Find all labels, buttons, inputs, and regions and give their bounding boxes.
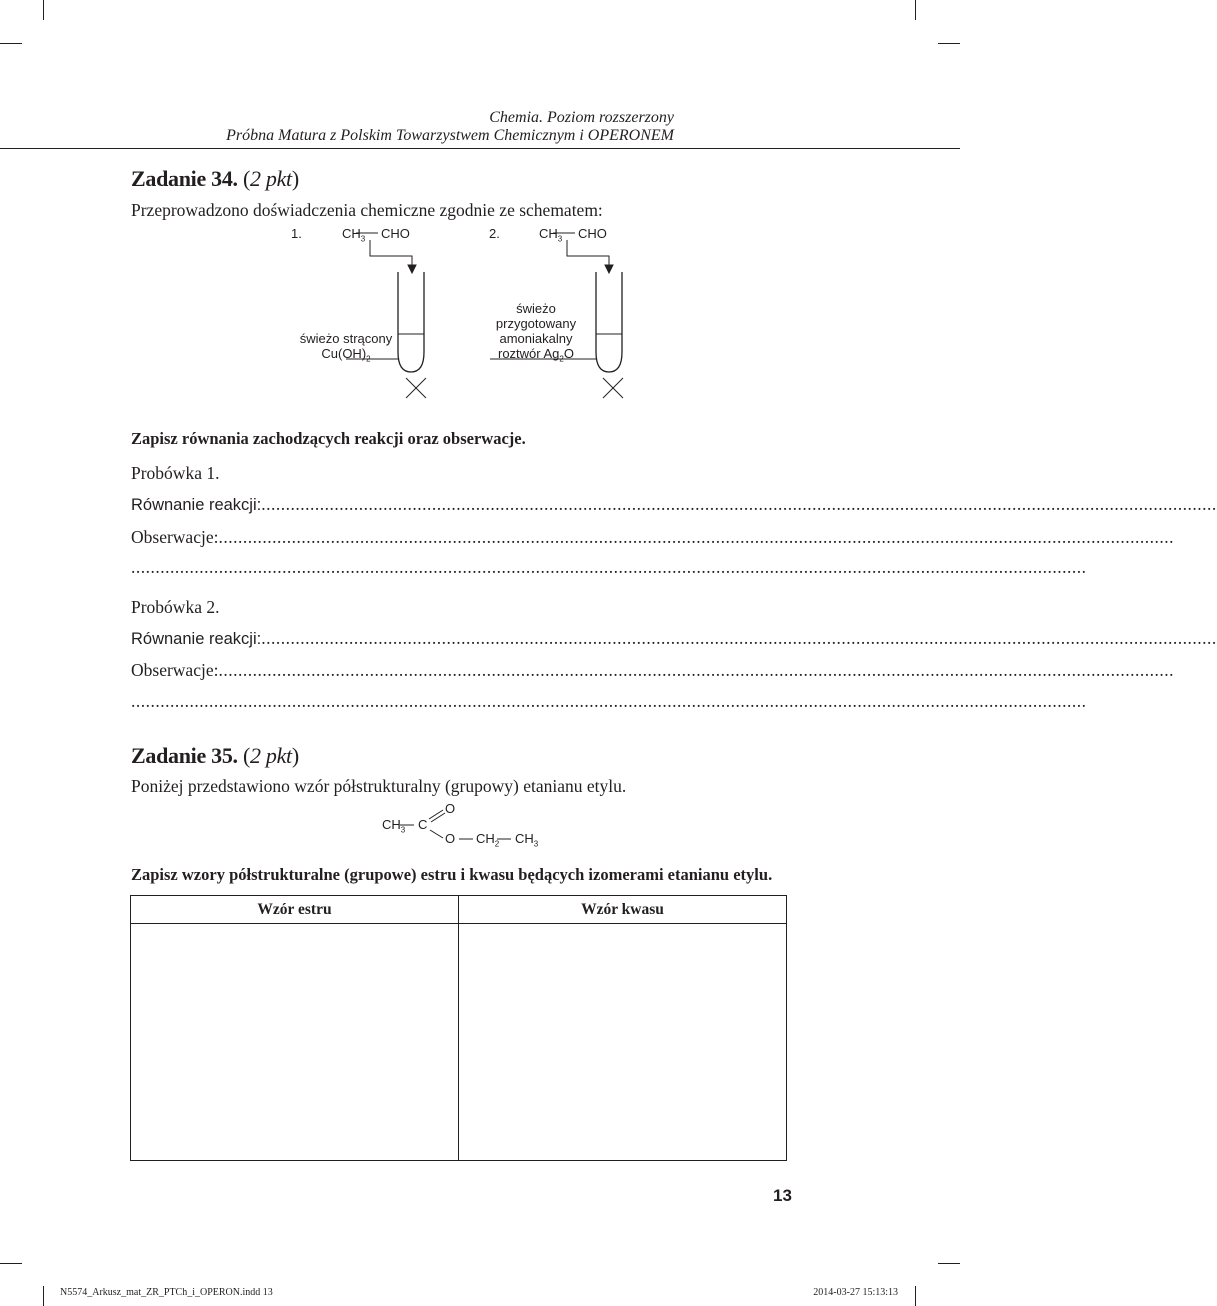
tube2-observation-line-2[interactable]: [131, 691, 1087, 712]
acid-answer-cell[interactable]: [459, 924, 787, 1161]
crop-mark: [915, 1286, 916, 1306]
crop-mark: [938, 1263, 960, 1264]
tube1-observation-line[interactable]: [131, 527, 1174, 548]
equation-label: Równanie reakcji:: [131, 630, 262, 648]
answer-dots: ....................................................................................................................................................................................................: [131, 557, 1087, 577]
answer-dots: ....................................................................................................................................................................................................: [261, 494, 1217, 514]
formula-o-double: O: [445, 801, 456, 816]
arrow-1: [370, 240, 412, 268]
crop-mark: [0, 1263, 22, 1264]
formula-ch2: $CH_2$: [476, 831, 500, 849]
answer-dots: ....................................................................................................................................................................................................: [218, 660, 1174, 680]
observation-label: Obserwacje:: [131, 527, 219, 547]
column-header-ester: Wzór estru: [131, 896, 459, 924]
tube1-reagent: $CH_3$: [342, 226, 366, 244]
answer-dots: ....................................................................................................................................................................................................: [218, 527, 1174, 547]
header-line1: Chemia. Poziom rozszerzony: [489, 109, 674, 126]
tube1-number: 1.: [291, 226, 302, 241]
equation-label: Równanie reakcji:: [131, 496, 262, 514]
task34-instruction: Zapisz równania zachodzących reakcji oraz obserwacje.: [131, 429, 526, 448]
tube2-reagent-cho: CHO: [578, 226, 607, 241]
formula-ch3: $CH_3$: [382, 817, 406, 835]
tube2-heading: Probówka 2.: [131, 597, 220, 617]
tube2-number: 2.: [489, 226, 500, 241]
tube1-reagent-cho: CHO: [381, 226, 410, 241]
task35-points: (2 pkt): [242, 743, 299, 768]
formula-ch3-end: $CH_3$: [515, 831, 539, 849]
formula-bonds: [0, 800, 960, 860]
header-line2: Próbna Matura z Polskim Towarzystwem Chemicznym i OPERONEM: [226, 127, 674, 144]
tube1-label: świeżo strącony $Cu(OH)_2$: [299, 331, 393, 364]
tube1-equation-line[interactable]: [131, 494, 1217, 515]
tube1-heading: Probówka 1.: [131, 463, 220, 483]
tube2-label: świeżo przygotowany amoniakalny roztwór $Ag_2O$: [495, 301, 577, 364]
answer-dots: ....................................................................................................................................................................................................: [131, 691, 1087, 711]
ester-answer-cell[interactable]: [131, 924, 459, 1161]
task35-instruction: Zapisz wzory półstrukturalne (grupowe) estru i kwasu będących izomerami etanianu etylu.: [131, 865, 773, 884]
task35-intro: Poniżej przedstawiono wzór półstrukturalny (grupowy) etanianu etylu.: [131, 776, 627, 796]
task34-number: Zadanie 34.: [131, 166, 238, 191]
tube2-observation-line[interactable]: [131, 660, 1174, 681]
page-number: 13: [773, 1186, 792, 1205]
answer-table: [130, 895, 787, 1161]
crop-mark: [43, 1286, 44, 1306]
task34-points: (2 pkt): [242, 166, 299, 191]
observation-label: Obserwacje:: [131, 660, 219, 680]
tube2-equation-line[interactable]: [131, 628, 1217, 649]
task34-intro: Przeprowadzono doświadczenia chemiczne zgodnie ze schematem:: [131, 200, 603, 220]
footer-file: N5574_Arkusz_mat_ZR_PTCh_i_OPERON.indd 13: [60, 1287, 273, 1298]
formula-o-single: O: [445, 831, 456, 846]
arrowhead-2: [605, 265, 613, 273]
task35-title: [131, 743, 299, 769]
task35-number: Zadanie 35.: [131, 743, 238, 768]
footer-timestamp: 2014-03-27 15:13:13: [813, 1287, 898, 1298]
answer-dots: ....................................................................................................................................................................................................: [261, 628, 1217, 648]
arrow-2: [567, 240, 609, 268]
test-tube-2: [596, 272, 622, 372]
formula-c: C: [418, 817, 428, 832]
column-header-acid: Wzór kwasu: [459, 896, 787, 924]
tube2-reagent: $CH_3$: [539, 226, 563, 244]
arrowhead-1: [408, 265, 416, 273]
tube1-observation-line-2[interactable]: [131, 557, 1087, 578]
